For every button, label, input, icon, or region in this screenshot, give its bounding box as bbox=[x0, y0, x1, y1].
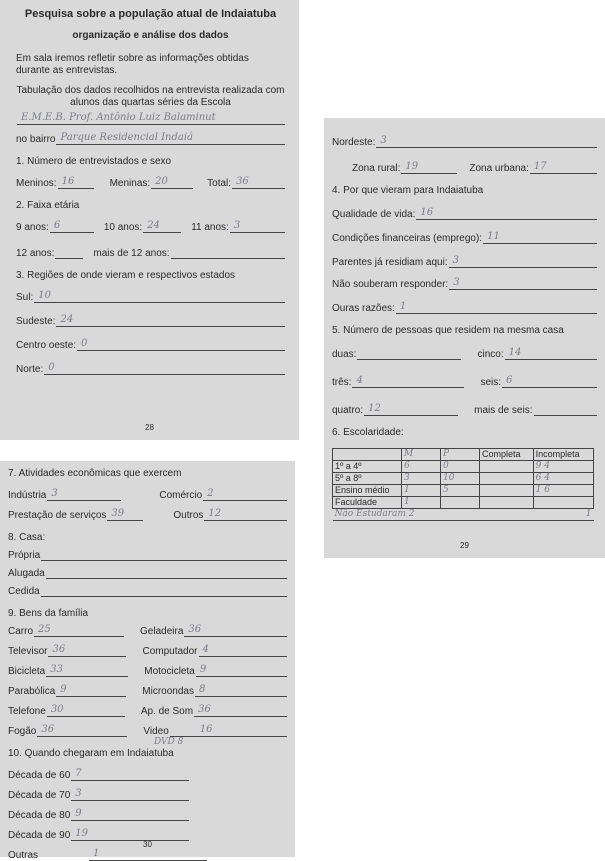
comercio-label: Comércio bbox=[159, 490, 203, 501]
decada70-value: 3 bbox=[75, 788, 82, 799]
decada80-label: Década de 80 bbox=[8, 810, 71, 821]
anos9-field[interactable] bbox=[50, 220, 94, 233]
mais-de-seis-label: mais de seis: bbox=[474, 405, 533, 416]
cell-m[interactable]: 3 bbox=[402, 473, 441, 485]
telefone-label: Telefone bbox=[8, 706, 46, 717]
nordeste-field[interactable] bbox=[376, 135, 597, 148]
question-2: 2. Faixa etária bbox=[16, 200, 80, 211]
geladeira-label: Geladeira bbox=[140, 626, 184, 637]
zona-rural-value: 19 bbox=[405, 161, 419, 172]
geladeira-value: 36 bbox=[188, 624, 202, 635]
cell-completa[interactable] bbox=[480, 497, 534, 509]
industria-label: Indústria bbox=[8, 490, 47, 501]
row-label: Ensino médio bbox=[333, 485, 402, 497]
cell-completa[interactable] bbox=[480, 473, 534, 485]
col-completa: Completa bbox=[480, 449, 534, 461]
comercio-value: 2 bbox=[207, 488, 214, 499]
motocicleta-label: Motocicleta bbox=[144, 666, 195, 677]
zona-urbana-value: 17 bbox=[533, 161, 547, 172]
dvd-note: DVD 8 bbox=[154, 737, 184, 747]
bicicleta-value: 33 bbox=[50, 664, 63, 675]
intro-text: Em sala iremos refletir sobre as informações obtidas durante as entrevistas. bbox=[16, 53, 249, 76]
motocicleta-value: 9 bbox=[199, 664, 207, 675]
fogao-label: Fogão bbox=[8, 726, 37, 737]
sudeste-value: 24 bbox=[60, 314, 74, 325]
question-5: 5. Número de pessoas que residem na mesma casa bbox=[332, 325, 564, 336]
telefone-field[interactable] bbox=[47, 704, 125, 717]
quatro-label: quatro: bbox=[332, 405, 364, 416]
outras-razoes-field[interactable] bbox=[396, 301, 597, 314]
centro-oeste-label: Centro oeste: bbox=[16, 340, 77, 351]
decada60-value: 7 bbox=[75, 768, 82, 779]
cedida-label: Cedida bbox=[8, 586, 40, 597]
outras-label: Outras bbox=[8, 850, 39, 861]
cell-empty bbox=[480, 509, 534, 521]
decada60-label: Década de 60 bbox=[8, 770, 71, 781]
meninos-label: Meninos: bbox=[16, 178, 57, 189]
anos12-label: 12 anos: bbox=[16, 248, 55, 259]
meninas-label: Meninas: bbox=[109, 178, 151, 189]
sudeste-label: Sudeste: bbox=[16, 316, 56, 327]
norte-value: 0 bbox=[48, 362, 55, 373]
anos9-value: 6 bbox=[53, 220, 61, 231]
question-4: 4. Por que vieram para Indaiatuba bbox=[332, 185, 484, 196]
page-30 bbox=[0, 461, 295, 861]
cell-incompleta[interactable]: 1 6 bbox=[533, 485, 593, 497]
cinco-value: 14 bbox=[508, 347, 522, 358]
table-corner bbox=[333, 449, 402, 461]
seis-field[interactable] bbox=[502, 375, 597, 388]
sudeste-field[interactable] bbox=[56, 314, 285, 327]
question-3: 3. Regiões de onde vieram e respectivos estados bbox=[16, 270, 236, 281]
microondas-field[interactable] bbox=[195, 684, 287, 697]
nao-souberam-label: Não souberam responder: bbox=[332, 279, 449, 290]
bairro-handwriting: Parque Residencial Indaiá bbox=[60, 132, 194, 143]
tres-field[interactable] bbox=[352, 375, 464, 388]
seis-value: 6 bbox=[506, 375, 513, 386]
tres-value: 4 bbox=[356, 375, 363, 386]
table-row bbox=[333, 509, 594, 521]
computador-value: 4 bbox=[202, 644, 209, 655]
question-1: 1. Número de entrevistados e sexo bbox=[16, 156, 172, 167]
total-value: 36 bbox=[236, 176, 249, 187]
cell-completa[interactable] bbox=[480, 485, 534, 497]
col-m: M bbox=[402, 449, 441, 461]
cell-p[interactable] bbox=[441, 497, 480, 509]
decada90-label: Década de 90 bbox=[8, 830, 71, 841]
row-label: Faculdade bbox=[333, 497, 402, 509]
total-label: Total: bbox=[207, 178, 232, 189]
decada90-value: 19 bbox=[75, 828, 89, 839]
total-field[interactable] bbox=[232, 176, 285, 189]
propria-label: Própria bbox=[8, 550, 41, 561]
ap-som-value: 36 bbox=[198, 704, 211, 715]
decada70-label: Década de 70 bbox=[8, 790, 71, 801]
question-9: 9. Bens da família bbox=[8, 608, 89, 619]
bicicleta-label: Bicicleta bbox=[8, 666, 46, 677]
carro-field[interactable] bbox=[34, 624, 124, 637]
centro-oeste-field[interactable] bbox=[77, 338, 285, 351]
question-10: 10. Quando chegaram em Indaiatuba bbox=[8, 748, 174, 759]
video-label: Video bbox=[143, 726, 169, 737]
cell-m[interactable]: 6 bbox=[402, 461, 441, 473]
outros-value: 12 bbox=[208, 508, 222, 519]
microondas-label: Microondas bbox=[142, 686, 194, 697]
cell-incompleta[interactable]: 6 4 bbox=[533, 473, 593, 485]
sul-value: 10 bbox=[38, 290, 51, 301]
page-28 bbox=[0, 0, 299, 440]
page-title: Pesquisa sobre a população atual de Indaiatuba bbox=[24, 8, 277, 20]
centro-oeste-value: 0 bbox=[81, 338, 88, 349]
qualidade-label: Qualidade de vida: bbox=[332, 209, 416, 220]
row-label: 5º a 8º bbox=[333, 473, 402, 485]
computador-field[interactable] bbox=[199, 644, 288, 657]
qualidade-value: 16 bbox=[420, 207, 434, 218]
servicos-value: 39 bbox=[111, 508, 125, 519]
duas-field[interactable] bbox=[357, 347, 461, 360]
anos10-field[interactable] bbox=[143, 220, 181, 233]
anos10-label: 10 anos: bbox=[103, 222, 143, 233]
nao-estudaram-note: Não Estudaram 2 bbox=[333, 509, 480, 521]
mais12-label: mais de 12 anos: bbox=[93, 248, 170, 259]
decada80-field[interactable] bbox=[71, 808, 189, 821]
zona-urbana-label: Zona urbana: bbox=[469, 163, 529, 174]
outras-value: 1 bbox=[93, 848, 100, 859]
cell-p[interactable]: 5 bbox=[441, 485, 480, 497]
geladeira-field[interactable] bbox=[184, 624, 287, 637]
anos12-field[interactable] bbox=[55, 246, 83, 259]
propria-field[interactable] bbox=[41, 548, 287, 561]
school-field[interactable] bbox=[17, 112, 285, 125]
cell-incompleta[interactable] bbox=[533, 497, 593, 509]
cell-p[interactable]: 0 bbox=[441, 461, 480, 473]
cell-m[interactable]: 1 bbox=[402, 485, 441, 497]
video-field[interactable] bbox=[170, 724, 287, 737]
televisor-label: Televisor bbox=[8, 646, 48, 657]
cell-p[interactable]: 10 bbox=[441, 473, 480, 485]
seis-label: seis: bbox=[480, 377, 502, 388]
escolaridade-table bbox=[332, 448, 594, 521]
computador-label: Computador bbox=[142, 646, 198, 657]
page-29 bbox=[324, 118, 605, 558]
tres-label: três: bbox=[332, 377, 352, 388]
duas-label: duas: bbox=[332, 349, 357, 360]
cedida-field[interactable] bbox=[41, 584, 287, 597]
video-value: 16 bbox=[199, 724, 213, 735]
mais12-field[interactable] bbox=[171, 246, 285, 259]
outras-field[interactable] bbox=[89, 848, 207, 861]
servicos-label: Prestação de serviços bbox=[8, 510, 107, 521]
anos11-label: 11 anos: bbox=[191, 222, 229, 233]
meninos-field[interactable] bbox=[58, 176, 94, 189]
table-row bbox=[333, 461, 594, 473]
industria-value: 3 bbox=[51, 488, 58, 499]
microondas-value: 8 bbox=[198, 684, 206, 695]
anos11-field[interactable] bbox=[230, 220, 285, 233]
carro-value: 25 bbox=[38, 624, 51, 635]
zona-urbana-field[interactable] bbox=[530, 161, 597, 174]
outras-razoes-value: 1 bbox=[399, 301, 407, 312]
sul-label: Sul: bbox=[16, 292, 34, 303]
parabolica-label: Parabólica bbox=[8, 686, 56, 697]
page-number: 28 bbox=[145, 423, 154, 432]
page-subtitle: organização e análise dos dados bbox=[72, 30, 229, 41]
cinco-field[interactable] bbox=[505, 347, 597, 360]
decada80-value: 9 bbox=[75, 808, 82, 819]
parentes-field[interactable] bbox=[449, 255, 597, 268]
zona-rural-field[interactable] bbox=[401, 161, 457, 174]
decada60-field[interactable] bbox=[71, 768, 189, 781]
qualidade-field[interactable] bbox=[416, 207, 597, 220]
school-handwriting: E.M.E.B. Prof. Antônio Luiz Balaminut bbox=[21, 112, 216, 123]
industria-field[interactable] bbox=[47, 488, 121, 501]
meninas-field[interactable] bbox=[151, 176, 193, 189]
televisor-value: 36 bbox=[52, 644, 66, 655]
norte-field[interactable] bbox=[44, 362, 285, 375]
quatro-value: 12 bbox=[368, 403, 381, 414]
question-7: 7. Atividades econômicas que exercem bbox=[8, 468, 182, 479]
page-number: 30 bbox=[143, 840, 152, 849]
meninos-value: 16 bbox=[61, 176, 75, 187]
table-row bbox=[333, 497, 594, 509]
servicos-field[interactable] bbox=[107, 508, 143, 521]
anos9-label: 9 anos: bbox=[16, 222, 49, 233]
mais-de-seis-field[interactable] bbox=[534, 403, 598, 416]
parabolica-field[interactable] bbox=[56, 684, 126, 697]
table-row bbox=[333, 485, 594, 497]
parentes-label: Parentes já residiam aqui: bbox=[332, 257, 448, 268]
nao-estudaram-value: 1 bbox=[533, 509, 593, 521]
question-8: 8. Casa: bbox=[8, 532, 46, 543]
bicicleta-field[interactable] bbox=[46, 664, 128, 677]
cinco-label: cinco: bbox=[477, 349, 504, 360]
table-row bbox=[333, 473, 594, 485]
norte-label: Norte: bbox=[16, 364, 44, 375]
decada70-field[interactable] bbox=[71, 788, 189, 801]
televisor-field[interactable] bbox=[48, 644, 126, 657]
decada90-field[interactable] bbox=[71, 828, 189, 841]
cell-completa[interactable] bbox=[480, 461, 534, 473]
anos11-value: 3 bbox=[233, 220, 241, 231]
parentes-value: 3 bbox=[452, 255, 459, 266]
anos10-value: 24 bbox=[147, 220, 160, 231]
question-6: 6. Escolaridade: bbox=[332, 427, 404, 438]
outras-razoes-label: Ouras razões: bbox=[332, 303, 395, 314]
col-incompleta: Incompleta bbox=[533, 449, 593, 461]
alugada-label: Alugada bbox=[8, 568, 45, 579]
ap-som-label: Ap. de Som bbox=[140, 706, 194, 717]
comercio-field[interactable] bbox=[203, 488, 287, 501]
parabolica-value: 9 bbox=[60, 684, 67, 695]
row-label: 1º a 4º bbox=[333, 461, 402, 473]
outros-label: Outros bbox=[173, 510, 204, 521]
meninas-value: 20 bbox=[155, 176, 168, 187]
col-p: P bbox=[441, 449, 480, 461]
tabulation-text: Tabulação dos dados recolhidos na entrevista realizada com alunos das quartas séries da Escola bbox=[16, 85, 285, 108]
table-header-row bbox=[333, 449, 594, 461]
telefone-value: 30 bbox=[50, 704, 64, 715]
carro-label: Carro bbox=[8, 626, 34, 637]
cell-m[interactable]: 1 bbox=[402, 497, 441, 509]
fogao-value: 36 bbox=[41, 724, 55, 735]
bairro-label: no bairro bbox=[16, 134, 56, 145]
quatro-field[interactable] bbox=[364, 403, 458, 416]
condicoes-label: Condições financeiras (emprego): bbox=[332, 233, 483, 244]
nordeste-value: 3 bbox=[380, 135, 387, 146]
ap-som-field[interactable] bbox=[194, 704, 287, 717]
motocicleta-field[interactable] bbox=[196, 664, 287, 677]
condicoes-field[interactable] bbox=[483, 231, 597, 244]
cell-incompleta[interactable]: 9 4 bbox=[533, 461, 593, 473]
nao-souberam-value: 3 bbox=[453, 277, 460, 288]
condicoes-value: 11 bbox=[487, 231, 500, 242]
page-number: 29 bbox=[460, 541, 469, 550]
nordeste-label: Nordeste: bbox=[332, 137, 376, 148]
sul-field[interactable] bbox=[34, 290, 285, 303]
bairro-field[interactable] bbox=[56, 132, 285, 145]
outros-field[interactable] bbox=[204, 508, 287, 521]
alugada-field[interactable] bbox=[46, 566, 287, 579]
fogao-field[interactable] bbox=[37, 724, 127, 737]
zona-rural-label: Zona rural: bbox=[352, 163, 401, 174]
nao-souberam-field[interactable] bbox=[449, 277, 597, 290]
